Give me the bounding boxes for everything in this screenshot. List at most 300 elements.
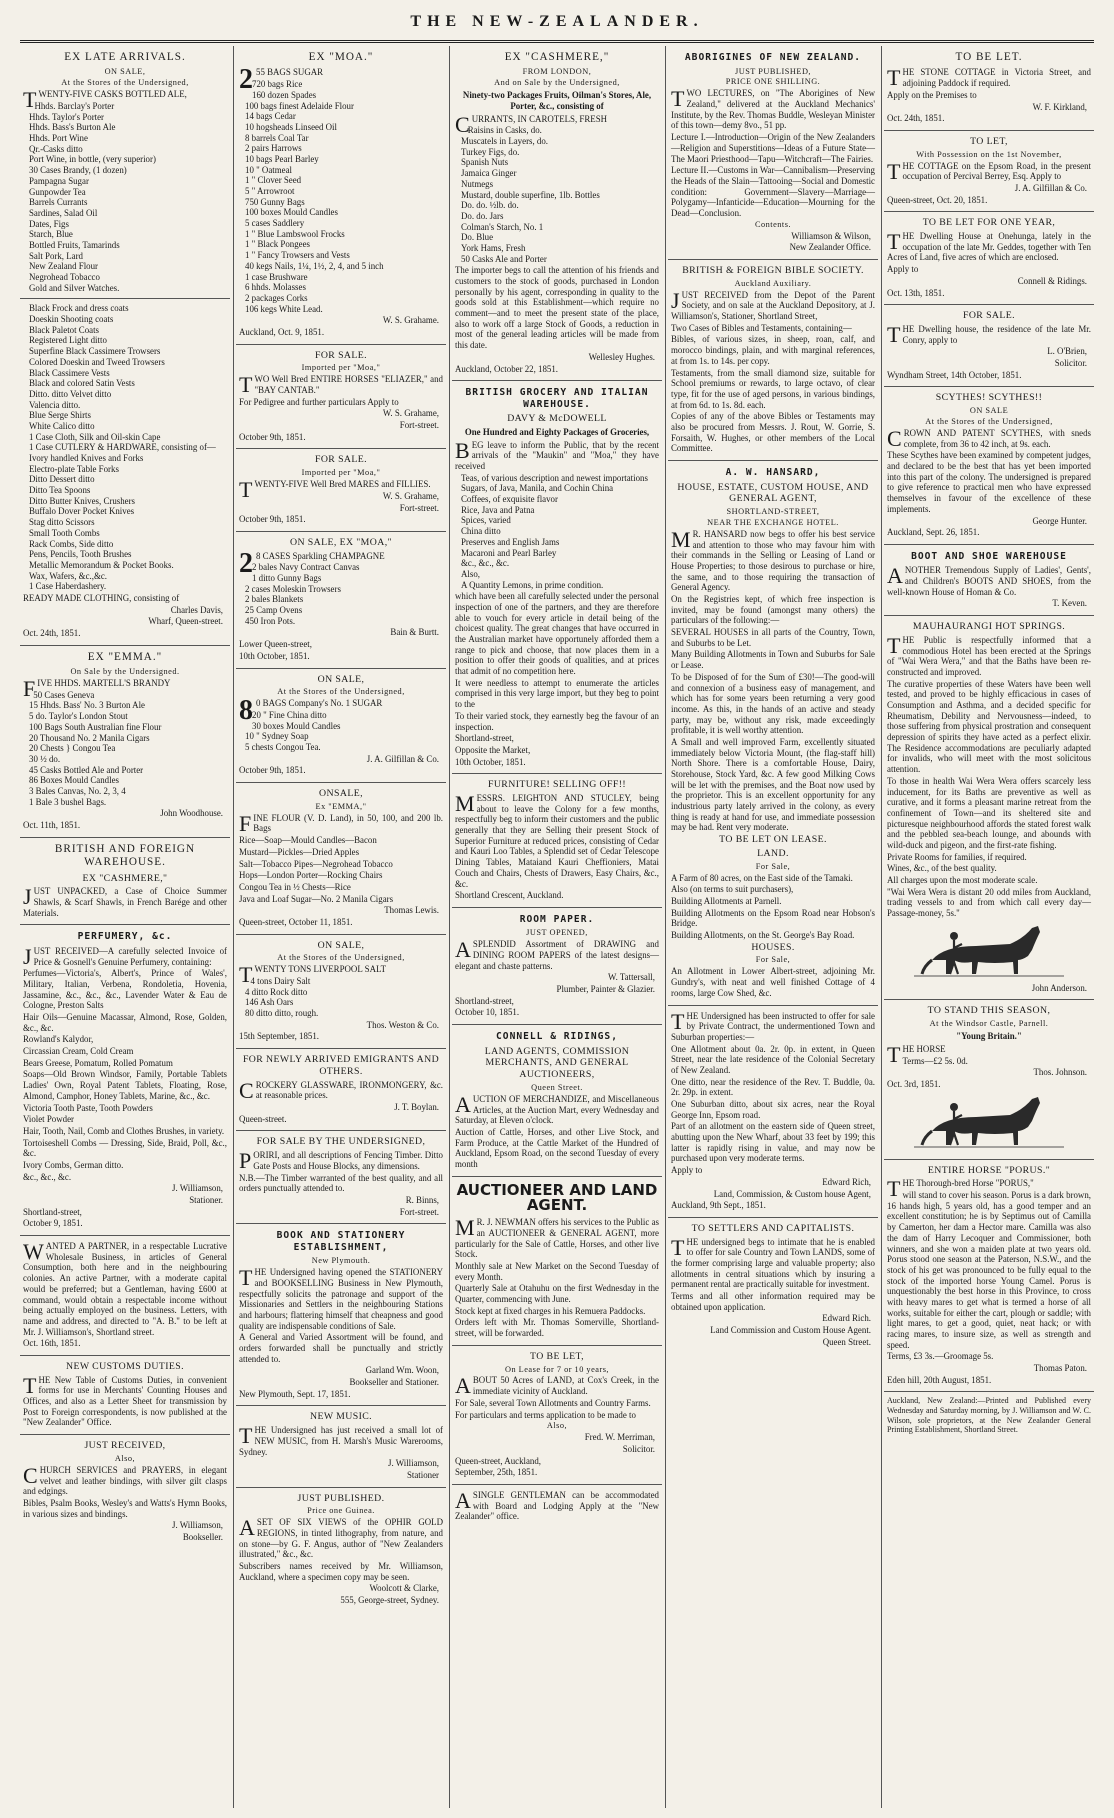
ad-h: EX "CASHMERE," xyxy=(504,51,610,63)
ad-h: EX "EMMA." xyxy=(87,650,163,663)
ad-line-l: Queen-street, October 11, 1851. xyxy=(239,916,353,927)
ad-line-li: &c., &c., &c. xyxy=(461,558,510,569)
ad-line-s: NEAR THE EXCHANGE HOTEL. xyxy=(707,517,839,527)
ad-line-s: ON SALE, xyxy=(104,67,146,77)
ad-line-li: Turkey Figs, do. xyxy=(461,146,520,157)
ad-line-li: Small Tooth Combs xyxy=(29,527,100,538)
advertisement xyxy=(452,46,662,381)
ad-line-li: Gold and Silver Watches. xyxy=(29,282,120,293)
horse-illustration xyxy=(914,1093,1064,1151)
ad-line-s: Auckland Auxiliary. xyxy=(734,278,812,288)
ad-h2: FOR SALE BY THE UNDERSIGNED, xyxy=(256,1136,426,1148)
ad-line-li: New Zealand Flour xyxy=(29,261,99,272)
advertisement xyxy=(20,646,230,838)
ad-h2: ON SALE, EX "MOA," xyxy=(289,536,392,548)
ad-cap: THE Dwelling House at Onehunga, lately in the occupation of the late Mr. Geddes, together with Ten Acres of Land, five acres of which are enclosed. xyxy=(887,229,1091,263)
ad-h: EX "MOA." xyxy=(308,51,374,63)
ad-line-li: Do. do. Jars xyxy=(461,210,504,221)
ad-line-r: Bookseller. xyxy=(182,1532,223,1542)
ad-line-p: For Sale, several Town Allotments and Country Farms. xyxy=(455,1397,651,1408)
ad-line-li: A Quantity Lemons, in prime condition. xyxy=(461,579,604,590)
advertisement xyxy=(668,1006,878,1218)
ad-line-p2: To their varied stock, they earnestly beg the favour of an inspection. xyxy=(455,710,659,732)
ad-line-l: Opposite the Market, xyxy=(455,744,531,755)
ad-line-s: With Possession on the 1st November, xyxy=(916,149,1062,159)
ad-line-l: October 9th, 1851. xyxy=(239,514,306,525)
masthead-title: THE NEW-ZEALANDER. xyxy=(410,13,704,30)
ad-h2: FURNITURE! SELLING OFF!! xyxy=(487,779,627,791)
ad-h: BRITISH AND FOREIGN WAREHOUSE. xyxy=(54,842,196,869)
ad-line-p: On the Registries kept, of which free inspection is invited, may be found (amongst many others) the particulars of the following:— xyxy=(671,594,875,626)
ad-line-l: Queen-street. xyxy=(239,1113,287,1124)
ad-line-r: J. A. Gilfillan & Co. xyxy=(366,753,439,764)
ad-line-li: 80 ditto ditto, rough. xyxy=(245,1008,319,1019)
ad-line-li: 4 tons Dairy Salt xyxy=(250,976,311,987)
ad-line-r: Stationer. xyxy=(189,1195,223,1206)
ad-line-r: W. S. Grahame. xyxy=(382,315,439,326)
ad-cap: CROCKERY GLASSWARE, IRONMONGERY, &c. at reasonable prices. xyxy=(239,1077,443,1103)
ad-bold: Ninety-two Packages Fruits, Oilman's Stores, Ale, Porter, &c., consisting of xyxy=(462,90,652,112)
advertisement xyxy=(236,783,446,935)
ad-h5: HOUSES. xyxy=(751,941,795,953)
ad-line-li: 1 Case Cloth, Silk and Oil-skin Cape xyxy=(29,431,161,442)
ad-cap: THE Undersigned has been instructed to offer for sale by Private Contract, the undermentioned Town and Suburban properties:— xyxy=(671,1008,875,1042)
ad-line-li: 5 do. Taylor's London Stout xyxy=(29,711,128,722)
ad-line-li: Sardines, Salad Oil xyxy=(29,207,98,218)
advertisement xyxy=(20,838,230,926)
ad-line-li: 160 dozen Spades xyxy=(252,89,317,100)
ad-line-l: 10th October, 1851. xyxy=(455,756,526,767)
ad-line-l: 10th October, 1851. xyxy=(239,650,310,661)
ad-line-r: J. T. Boylan. xyxy=(394,1102,439,1113)
ad-line-li: 3 Bales Canvas, No. 2, 3, 4 xyxy=(29,785,126,796)
ad-line-li: 10 hogsheads Linseed Oil xyxy=(245,121,337,132)
ad-bold: One Hundred and Eighty Packages of Groceries, xyxy=(464,426,650,437)
advertisement xyxy=(236,449,446,531)
column-2 xyxy=(236,46,446,1808)
ad-line-p: Terms and all other information required may be obtained upon application. xyxy=(671,1291,875,1312)
ad-line-li: Hhds. Taylor's Porter xyxy=(29,111,105,122)
ad-line-p: To be Disposed of for the Sum of £30!—The good-will and connexion of a business easy of management, and which has for some years been returning a very good income. As this, in the hands of an active and steady party, may be, without any risk, made exceedingly profitable, it is well worthy attention. xyxy=(671,671,875,736)
ad-line-li: Muscatels in Layers, do. xyxy=(461,136,549,147)
ad-h2: FOR NEWLY ARRIVED EMIGRANTS AND OTHERS. xyxy=(242,1054,440,1077)
ad-line-li: Electro-plate Table Forks xyxy=(29,463,119,474)
advertisement xyxy=(668,260,878,461)
ad-hb: BRITISH GROCERY AND ITALIAN WAREHOUSE. xyxy=(465,387,649,410)
advertisement xyxy=(884,305,1094,387)
ad-line-p: A General and Varied Assortment will be found, and orders forwarded shall be punctually and strictly attended to. xyxy=(239,1332,443,1364)
ad-hb: ABORIGINES OF NEW ZEALAND. xyxy=(684,52,862,63)
ad-line-l: Shortland-street, xyxy=(23,1206,82,1217)
ad-line-li: Qr.-Casks ditto xyxy=(29,143,83,154)
ad-h2: FOR SALE. xyxy=(314,349,368,361)
ad-line-li: Registered Light ditto xyxy=(29,335,107,346)
ad-line-p: Victoria Tooth Paste, Tooth Powders xyxy=(23,1102,153,1113)
ad-cap: FINE FLOUR (V. D. Land), in 50, 100, and 200 lb. Bags xyxy=(239,810,443,836)
ad-line-li: 5 chests Congou Tea. xyxy=(245,741,321,752)
ad-cap: AUCTION OF MERCHANDIZE, and Miscellaneous Articles, at the Auction Mart, every Wednesday and Saturday, at Eleven o'clock. xyxy=(455,1091,659,1126)
ad-line-li: 20 Thousand No. 2 Manila Cigars xyxy=(29,732,150,743)
ad-line-li: Blue Serge Shirts xyxy=(29,410,91,421)
ad-line-p3: Building Allotments at Parnell. xyxy=(671,895,782,906)
advertisement xyxy=(236,1488,446,1612)
ad-line-p: It were needless to attempt to enumerate the articles comprised in this very large import, but they beg to point to the xyxy=(455,677,659,710)
ad-cap: CROWN AND PATENT SCYTHES, with sneds complete, from 36 to 42 inch, at 9s. each. xyxy=(887,426,1091,452)
ad-cap: THE HORSE xyxy=(887,1041,946,1067)
ad-line-p: Many Building Allotments in Town and Suburbs for Sale or Lease. xyxy=(671,649,875,671)
ad-line-li: Pens, Pencils, Tooth Brushes xyxy=(29,549,132,560)
ad-line-r: Charles Davis, xyxy=(170,604,223,615)
ad-line-li: 45 Casks Bottled Ale and Porter xyxy=(29,764,144,775)
ad-line-p: Private Rooms for families, if required. xyxy=(887,851,1027,862)
ad-h3: TO BE LET ON LEASE. xyxy=(719,834,827,846)
ad-line-p: One Allotment about 0a. 2r. 0p. in extent, in Queen Street, near the late residence of the Colonial Secretary of New Zealand. xyxy=(671,1043,875,1075)
ad-cap: ASINGLE GENTLEMAN can be accommodated with Board and Lodging Apply at the "New Zealander" office. xyxy=(455,1487,659,1522)
ad-line-li: 2 pairs Harrows xyxy=(245,143,302,154)
ad-line-li: Ditto Dessert ditto xyxy=(29,474,95,485)
ad-line-p: which have been all carefully selected under the personal inspection of one of the partners, and they are therefore able to vouch for every article in detail being of the choicest quality. The great changes that have occurred in the Australian market have opportunely afforded them a range to pick and choose, that now places them in a position to offer their goods of qualities, and at prices that admit of no competition here. xyxy=(455,591,659,677)
ad-line-l: 15th September, 1851. xyxy=(239,1031,320,1042)
ad-line-p: Hops—London Porter—Rocking Chairs xyxy=(239,870,383,881)
ad-line-p: Violet Powder xyxy=(23,1114,74,1125)
ad-h2: MAUHAURANGI HOT SPRINGS. xyxy=(912,621,1066,633)
ad-line-li: Sugars, of Java, Manila, and Cochin China xyxy=(461,483,614,494)
ad-line-li: 100 boxes Mould Candles xyxy=(245,207,338,218)
ad-h: TO BE LET. xyxy=(955,51,1023,63)
column-divider xyxy=(233,46,234,1808)
ad-line-p: Tortoiseshell Combs — Dressing, Side, Braid, Poll, &c., &c. xyxy=(23,1137,227,1159)
ad-h2: ON SALE, xyxy=(317,673,365,685)
ad-line-p: To those in health Wai Wera Wera offers scarcely less inducement, for its Baths are preventive as well as curative, and it forms a pleasant marine retreat from the confinement of Town—and its sheltered site and picturesque neighbourhood affords the stated forest walk and the pebbled sea-beach lounge, and abounds with wild-duck and pigeon, and the first-rate fishing. xyxy=(887,775,1091,850)
ad-line-s4: For Sale, xyxy=(755,955,791,965)
advertisement xyxy=(884,131,1094,212)
ad-line-li: 5 cases Saddlery xyxy=(245,218,305,229)
ad-line-li: 4 ditto Rock ditto xyxy=(245,986,308,997)
ad-line-li: 2 packages Corks xyxy=(245,292,308,303)
ad-line-s2: Contents. xyxy=(754,219,792,229)
ad-cap: CHURCH SERVICES and PRAYERS, in elegant velvet and leather bindings, with silver gilt clasps and edgings. xyxy=(23,1462,227,1497)
ad-line-r: W. S. Grahame, xyxy=(382,490,439,501)
ad-line-li: Salt Pork, Lard xyxy=(29,250,83,261)
ad-line-r: W. F. Kirkland, xyxy=(1032,101,1087,112)
ad-line-r: Solicitor. xyxy=(622,1443,655,1454)
advertisement xyxy=(236,1049,446,1131)
ad-line-p: All charges upon the most moderate scale. xyxy=(887,875,1038,886)
ad-line-li: 10 bags Pearl Barley xyxy=(245,153,319,164)
ad-line-p: Soaps—Old Brown Windsor, Family, Portable Tablets Ladies' Own, Royal Patent Tablets, Floating, Rose, Almond, Camphor, Honey Tablets, Marine, &c., &c. xyxy=(23,1069,227,1101)
ad-line-li: 50 Casks Ale and Porter xyxy=(461,253,547,264)
ad-line-li: 1 ditto Gunny Bags xyxy=(252,573,322,584)
ad-line-li: Do. do. ½lb. do. xyxy=(461,200,519,211)
ad-line-p: Bibles, Psalm Books, Wesley's and Watts's Hymn Books, in various sizes and bindings. xyxy=(23,1497,227,1519)
ad-line-li: 720 bags Rice xyxy=(252,79,303,90)
ad-line-li: 20 Chests } Congou Tea xyxy=(29,743,116,754)
ad-line-p: &c., &c., &c. xyxy=(23,1171,72,1182)
ad-line-l: October 9th, 1851. xyxy=(239,431,306,442)
ad-line-li: Ditto Butter Knives, Crushers xyxy=(29,495,135,506)
ad-line-p: For particulars and terms application to be made to xyxy=(455,1409,636,1420)
ad-line-p: Rice—Soap—Mould Candles—Bacon xyxy=(239,835,377,846)
ad-h2: JUST RECEIVED, xyxy=(84,1440,166,1452)
ad-line-s: At the Stores of the Undersigned, xyxy=(277,687,405,697)
ad-line-p: N.B.—The Timber warranted of the best quality, and all orders punctually attended to. xyxy=(239,1172,443,1194)
ad-h: EX LATE ARRIVALS. xyxy=(64,51,186,63)
ad-cap: MESSRS. LEIGHTON AND STUCLEY, being about to leave the Colony for a few months, respectfully beg to inform their customers and the public generally that they are Selling their present Stock of Superior Furniture at reduced prices, consisting of Cedar and Kauri Loo Tables, a Splendid set of Cedar Telescope Dining Tables, Mataiand Kauri Cheffioniers, Matai Couch and Chairs, Chests of Drawers, Easy Chairs, &c., &c. xyxy=(455,791,659,889)
masthead xyxy=(20,4,1094,43)
ad-line-r: Solicitor. xyxy=(1054,358,1087,369)
ad-h2: HOUSE, ESTATE, CUSTOM HOUSE, AND GENERAL AGENT, xyxy=(677,481,869,505)
ad-line-li: Buffalo Dover Pocket Knives xyxy=(29,506,135,517)
ad-cap: CURRANTS, IN CAROTELS, FRESH xyxy=(455,111,608,137)
ad-line-r: Land Commission and Custom House Agent. xyxy=(710,1325,871,1336)
ad-cap: ANOTHER Tremendous Supply of Ladies', Gents', and Children's BOOTS AND SHOES, from the well-known House of Homan & Co. xyxy=(887,563,1091,597)
ad-h2: ENTIRE HORSE "PORUS." xyxy=(927,1164,1051,1176)
advertisement xyxy=(20,299,230,645)
ad-line-s: SHORTLAND-STREET, xyxy=(726,507,820,516)
ad-line-p: Orders left with Mr. Thomas Somerville, Shortland-street, will be forwarded. xyxy=(455,1317,659,1339)
ad-line-p: Testaments, from the small diamond size, suitable for School premiums or rewards, to large octavo, of clear type, fit for the use of aged persons, in various bindings, at from 6d. to 1s. 8d. each. xyxy=(671,367,875,410)
ad-line-p: Lecture II.—Customs in War—Cannibalism—Preserving the Heads of the Slain—Tattooing—Social and Domestic condition: Government—Slavery—Marriage—Polygamy—Infanticide—Education—Mourning for the Dead—Conclusion. xyxy=(671,165,875,218)
ad-line-l: Auckland, October 22, 1851. xyxy=(455,363,559,374)
ad-line-l: Queen-street, Oct. 20, 1851. xyxy=(887,194,988,205)
ad-line-p2: "Wai Wera Wera is distant 20 odd miles from Auckland, trading vessels to and from which call every day—Passage-money, 5s." xyxy=(887,886,1091,919)
ad-line-li: 106 kegs White Lead. xyxy=(245,303,323,314)
ad-line-li: 1 " Blue Lambswool Frocks xyxy=(245,228,345,239)
ad-hb: A. W. HANSARD, xyxy=(725,467,821,478)
ad-line-li: Ditto Tea Spoons xyxy=(29,485,91,496)
ad-cap: JUST RECEIVED from the Depot of the Parent Society, and on sale at the Auckland Depository, at J. Williamson's, Stationer, Shortland Street, xyxy=(671,287,875,322)
ad-line-p: Hair Oils—Genuine Macassar, Almond, Rose, Golden, &c., &c. xyxy=(23,1012,227,1033)
ad-line-li: 2 bales Navy Contract Canvas xyxy=(252,562,360,573)
ad-cap: MR. HANSARD now begs to offer his best service and attention to those who may favour him with their commands in the Selling or Leasing of Land or House Properties; to those desirous to purchase or hire, the same, and to those requiring the transaction of General Agency. xyxy=(671,526,875,593)
advertisement xyxy=(884,387,1094,545)
ad-cap: TWENTY-FIVE Well Bred MARES and FILLIES. xyxy=(239,477,431,503)
ad-line-r: Stationer xyxy=(406,1469,439,1480)
ad-h2: TO BE LET, xyxy=(530,1350,584,1362)
advertisement xyxy=(884,1000,1094,1159)
ad-line-p: Copies of any of the above Bibles or Testaments may also be procured from Messrs. J. Rout, W. Gorrie, S. Forsaith, W. Hughes, or other members of the Local Committee. xyxy=(671,411,875,454)
column-3 xyxy=(452,46,662,1808)
ad-cap: THE Dwelling house, the residence of the late Mr. Conry, apply to xyxy=(887,321,1091,347)
ad-line-li: 15 Hhds. Bass' No. 3 Burton Ale xyxy=(29,700,145,711)
ad-line-li: Black and colored Satin Vests xyxy=(29,378,135,389)
advertisement xyxy=(884,1160,1094,1393)
ad-h4: LAND. xyxy=(757,847,789,859)
ad-cap: TWENTY-FIVE CASKS BOTTLED ALE, xyxy=(23,87,187,113)
ad-line-li: Nutmegs xyxy=(461,178,494,189)
advertisement xyxy=(20,1356,230,1435)
ad-line-l: Oct. 16th, 1851. xyxy=(23,1338,81,1349)
ad-line-r: Bookseller and Stationer. xyxy=(349,1377,439,1388)
ad-cap: THE Public is respectfully informed that a commodious Hotel has been erected at the Springs of "Wai Wera Wera," and that the Baths have been re-constructed and improved. xyxy=(887,632,1091,677)
column-4 xyxy=(668,46,878,1808)
ad-line-li: Stag ditto Scissors xyxy=(29,517,95,528)
column-5 xyxy=(884,46,1094,1808)
ad-line-l: Oct. 24th, 1851. xyxy=(887,113,945,124)
ad-line-p3: Building Allotments, on the St. George's Bay Road. xyxy=(671,930,855,941)
ad-foot: Auckland, New Zealand:—Printed and Published every Wednesday and Saturday morning, by J. Williamson and W. C. Wilson, sole proprietors, at the New Zealander General Printing Establishment, Shortland Street. xyxy=(887,1396,1091,1435)
ad-cap: MR. J. NEWMAN offers his services to the Public as an AUCTIONEER & GENERAL AGENT, more particularly for the Sale of Cattle, Horses, and other live Stock. xyxy=(455,1215,659,1260)
ad-cap: THE New Table of Customs Duties, in convenient forms for use in Merchants' Counting Houses and Offices, and also as a Letter Sheet for transmission by Post to Foreign correspondents, is now published at the "New Zealander" Office. xyxy=(23,1372,227,1428)
ad-cap: JUST RECEIVED—A carefully selected Invoice of Price & Gosnell's Genuine Perfumery, containing: xyxy=(23,943,227,969)
ad-cap: TWO Well Bred ENTIRE HORSES "ELIAZER," and "BAY CANTAB." xyxy=(239,372,443,398)
ad-line-li: 1 case Brushware xyxy=(245,271,308,282)
ad-line-li: Do. Blue xyxy=(461,232,494,243)
advertisement xyxy=(20,1236,230,1356)
ad-cap: TWENTY TONS LIVERPOOL SALT xyxy=(239,962,387,988)
ad-line-p: Rowland's Kalydor, xyxy=(23,1034,94,1045)
ad-line-p: Part of an allotment on the eastern side of Queen street, abutting upon the New Wharf, about 33 feet by 199; this latter is rapidly rising in value, and may now be purchased upon very moderate terms. xyxy=(671,1121,875,1164)
ad-line-p: The curative properties of these Waters have been well tested, and proved to be highly efficacious in cases of Consumption and Asthma, and a decided specific for Rheumatism, Debility and Nervousness—indeed, to those suffering from physical prostration and consequent depression of spirits they have acted as a perfect elixir. The Residence accommodations are peculiarly adapted for invalids, who will meet with the most solicitous attention. xyxy=(887,678,1091,775)
ad-line-li: Valencia ditto. xyxy=(29,399,81,410)
ad-line-r: Thos. Weston & Co. xyxy=(366,1019,439,1030)
ad-line-s: ON SALE xyxy=(969,406,1009,416)
ad-line-s2: Also, xyxy=(546,1421,568,1431)
ad-line-p: Hair, Tooth, Nail, Comb and Clothes Brushes, in variety. xyxy=(23,1125,225,1136)
ad-line-p3: A Farm of 80 acres, on the East side of the Tamaki. xyxy=(671,872,853,883)
advertisement xyxy=(236,669,446,784)
ad-h2: TO LET, xyxy=(970,135,1008,147)
ad-line-r: Plumber, Painter & Glazier. xyxy=(556,984,655,995)
ad-line-p: Ivory Combs, German ditto. xyxy=(23,1159,124,1170)
ad-cap: THE Thorough-bred Horse "PORUS," xyxy=(887,1176,1034,1202)
ad-line-li: Spanish Nuts xyxy=(461,157,509,168)
ad-line-li: 1 " Black Pongees xyxy=(245,239,310,250)
ad-line-p: Stock kept at fixed charges in his Remuera Paddocks. xyxy=(455,1305,646,1316)
advertisement xyxy=(20,925,230,1236)
ad-line-s3: For Sale, xyxy=(755,861,791,871)
ad-line-s: JUST OPENED, xyxy=(526,928,588,938)
ad-line-l: Shortland-street, xyxy=(455,733,514,744)
ad-hb: BOOT AND SHOE WAREHOUSE xyxy=(911,550,1067,562)
ad-line-s: And on Sale by the Undersigned, xyxy=(494,78,620,88)
horse-illustration xyxy=(914,922,1064,980)
ad-line-r: George Hunter. xyxy=(1032,515,1087,526)
ad-line-l: Queen-street, Auckland, xyxy=(455,1455,542,1466)
ad-line-l: Auckland, 9th Sept., 1851. xyxy=(671,1200,766,1211)
ad-line-r: J. A. Gilfillan & Co. xyxy=(1014,182,1087,193)
advertisement xyxy=(668,1218,878,1354)
ad-hbig: AUCTIONEER AND LAND AGENT. xyxy=(456,1180,658,1215)
ad-line-li: Rice, Java and Patna xyxy=(461,504,535,515)
ad-line-li: Superfine Black Cassimere Trowsers xyxy=(29,346,161,357)
ad-line-p: Salt—Tobacco Pipes—Negrohead Tobacco xyxy=(239,858,393,869)
ad-line-li: Colman's Starch, No. 1 xyxy=(461,221,544,232)
ad-h2: TO SETTLERS AND CAPITALISTS. xyxy=(691,1222,855,1234)
ad-cap: ASET OF SIX VIEWS of the OPHIR GOLD REGIONS, in tinted lithography, from nature, and on stone—by G. F. Angus, author of "New Zealanders illustrated," &c., &c. xyxy=(239,1515,443,1560)
ad-line-li: 14 bags Cedar xyxy=(245,111,296,122)
ad-line-r: Land, Commission, & Custom house Agent, xyxy=(713,1188,871,1199)
ad-line-r: J. Williamson, xyxy=(387,1458,439,1469)
ad-line-s: At the Stores of the Undersigned, xyxy=(925,417,1053,427)
ad-line-r: T. Keven. xyxy=(1052,598,1087,609)
ad-cap: ABOUT 50 Acres of LAND, at Cox's Creek, in the immediate vicinity of Auckland. xyxy=(455,1373,659,1399)
ad-line-li: Ivory handled Knives and Forks xyxy=(29,453,144,464)
column-divider xyxy=(881,46,882,1808)
ad-line-r: J. Williamson, xyxy=(171,1520,223,1531)
advertisement xyxy=(452,381,662,774)
ad-line-s: Queen Street. xyxy=(531,1082,583,1092)
ad-line-p: Auction of Cattle, Horses, and other Live Stock, and Farm Produce, at the Cattle Market of the Hundred of Auckland, Epsom Road, on the second Tuesday of every month xyxy=(455,1126,659,1169)
ad-line-l: New Plymouth, Sept. 17, 1851. xyxy=(239,1388,351,1399)
ad-line-li: 30 boxes Mould Candles xyxy=(252,720,341,731)
ad-line-li: Pampagna Sugar xyxy=(29,175,89,186)
ad-line-li: 2 cases Moleskin Trowsers xyxy=(245,583,341,594)
ad-line-s: JUST PUBLISHED, xyxy=(734,66,812,76)
ad-line-p2: A Small and well improved Farm, excellently situated immediately below Victoria Mount, (the flag-staff hill) North Shore. There is a comfortable House, Dairy, Storehouse, Stock Yard, &c. A few good Milking Cows will be let with the premises, and the Boat now used by the proprietor. This is an excellent opportunity for any industrious party lately arrived in the colony, as every thing is ready at hand for use, and immediate possession may be had. Rent very moderate. xyxy=(671,736,875,833)
ad-line-l: Shortland Crescent, Auckland. xyxy=(455,890,564,901)
advertisement xyxy=(884,46,1094,131)
ad-line-l: Wyndham Street, 14th October, 1851. xyxy=(887,369,1022,380)
ad-line-s: Price one Guinea. xyxy=(307,1506,375,1516)
ad-line-li: 30 ½ do. xyxy=(29,753,61,764)
ad-big: 255 BAGS SUGAR xyxy=(239,64,324,96)
ad-h2: FOR SALE. xyxy=(314,454,368,466)
ad-line-li: Also, xyxy=(461,568,480,579)
ad-line-li: 1 Case CUTLERY & HARDWARE, consisting of— xyxy=(29,442,216,453)
advertisement xyxy=(668,461,878,1006)
ad-line-li: 86 Boxes Mould Candles xyxy=(29,775,119,786)
ad-line-l: Lower Queen-street, xyxy=(239,639,312,650)
ad-line-s: Ex "EMMA," xyxy=(315,801,367,811)
ad-line-li: Starch, Blue xyxy=(29,229,73,240)
ad-h2: JUST PUBLISHED. xyxy=(297,1492,385,1504)
advertisement xyxy=(236,532,446,669)
ad-line-r: Thos. Johnson. xyxy=(1033,1067,1087,1078)
ad-line-r: John Woodhouse. xyxy=(160,808,223,819)
advertisement xyxy=(452,1177,662,1346)
ad-line-s: At the Stores of the Undersigned, xyxy=(61,78,189,88)
advertisement xyxy=(884,212,1094,305)
ad-line-r: J. Williamson, xyxy=(171,1183,223,1194)
ad-line-li: Port Wine, in bottle, (very superior) xyxy=(29,154,156,165)
ad-line-p: SEVERAL HOUSES in all parts of the Country, Town, and Suburbs to be Let. xyxy=(671,627,875,648)
ad-cap: THE undersigned begs to intimate that he is enabled to offer for sale Country and Town LANDS, some of the former comprising large and valuable property; also allotments in central situations which by insuring a permanent rental are practically suitable for investment. xyxy=(671,1234,875,1290)
ad-h2: NEW MUSIC. xyxy=(309,1411,373,1423)
ad-line-li: Black Cassimere Vests xyxy=(29,367,110,378)
ad-line-li: 8 barrels Coal Tar xyxy=(245,132,309,143)
ad-line-p: Bears Greese, Pomatum, Rolled Pomatum xyxy=(23,1057,173,1068)
ad-line-li: Mustard, double superfine, 1lb. Bottles xyxy=(461,189,600,200)
ad-line-li: Teas, of various description and newest importations xyxy=(461,472,648,483)
ad-bold: "Young Britain." xyxy=(956,1031,1022,1042)
ad-line-r: Thomas Paton. xyxy=(1033,1363,1087,1374)
ad-line-p: Two Cases of Bibles and Testaments, containing— xyxy=(671,322,852,333)
ad-line-li: Raisins in Casks, do. xyxy=(467,125,542,136)
ad-line-s: PRICE ONE SHILLING. xyxy=(725,77,821,87)
ad-big: 28 CASES Sparkling CHAMPAGNE xyxy=(239,547,385,579)
advertisement xyxy=(452,1485,662,1528)
ad-line-li: 100 Bags South Australian fine Flour xyxy=(29,721,162,732)
ad-line-l: Auckland, Oct. 9, 1851. xyxy=(239,326,325,337)
ad-line-p: Subscribers names received by Mr. Williamson, Auckland, where a specimen copy may be seen. xyxy=(239,1561,443,1582)
ad-line-s: On Lease for 7 or 10 years, xyxy=(504,1364,610,1374)
ad-line-li: 450 Iron Pots. xyxy=(245,615,296,626)
ad-line-li: Wax, Wafers, &c.,&c. xyxy=(29,570,108,581)
ad-line-p: Monthly sale at New Market on the Second Tuesday of every Month. xyxy=(455,1260,659,1282)
column-1 xyxy=(20,46,230,1808)
ad-line-s: On Sale by the Undersigned. xyxy=(70,667,180,677)
ad-line-li: White Calico ditto xyxy=(29,420,95,431)
ad-line-p: Terms, £3 3s.—Groomage 5s. xyxy=(887,1351,994,1362)
ad-line-p: Quarterly Sale at Otahuhu on the first Wednesday in the Quarter, commencing with June. xyxy=(455,1283,659,1304)
ad-line-li: Rack Combs, Side ditto xyxy=(29,538,114,549)
ad-line-r: New Zealander Office. xyxy=(789,242,871,253)
ad-line-p: For Pedigree and further particulars Apply to xyxy=(239,396,399,407)
ad-line-s: Imported per "Moa," xyxy=(301,468,381,478)
ad-line-r: Bain & Burtt. xyxy=(390,627,439,638)
ad-h2: TO BE LET FOR ONE YEAR, xyxy=(922,217,1056,229)
